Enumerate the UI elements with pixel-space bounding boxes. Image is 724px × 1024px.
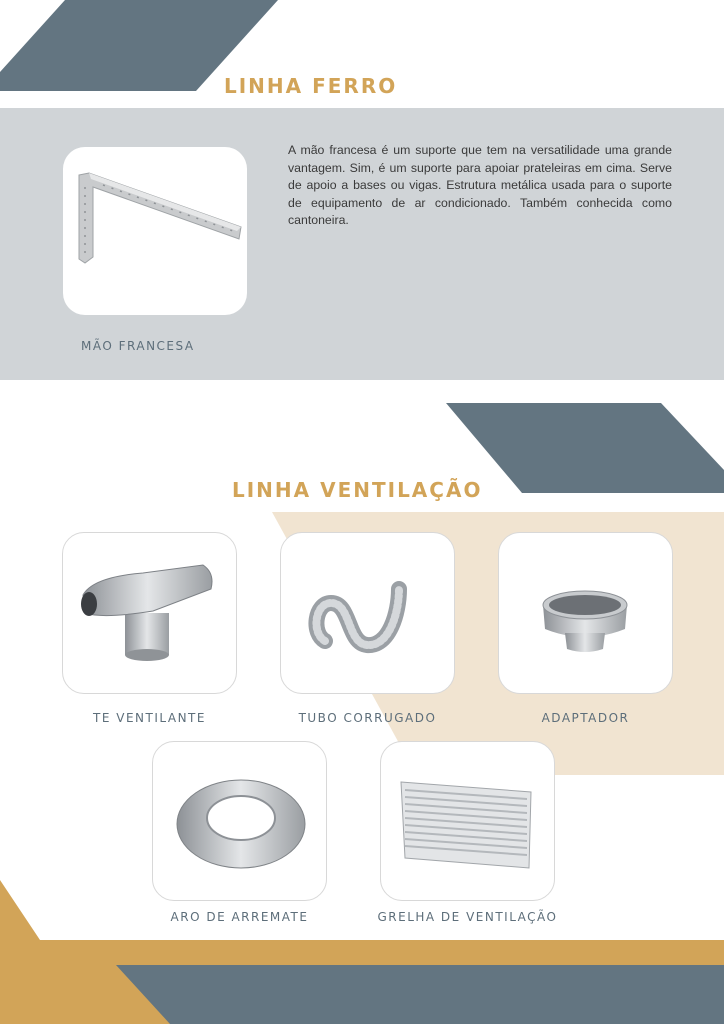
product-label: ADAPTADOR <box>541 711 630 725</box>
product-label: ARO DE ARREMATE <box>170 910 309 924</box>
product-card-adaptador[interactable] <box>498 532 673 694</box>
product-card-aro-de-arremate[interactable] <box>152 741 327 901</box>
product-card-te-ventilante[interactable] <box>62 532 237 694</box>
product-label: TE VENTILANTE <box>93 711 206 725</box>
tee-vent-cap-icon <box>63 533 238 695</box>
ventilation-grille-icon <box>381 742 556 902</box>
product-card-tubo-corrugado[interactable] <box>280 532 455 694</box>
section-title-ferro: LINHA FERRO <box>224 74 398 98</box>
product-description: A mão francesa é um suporte que tem na versatilidade uma grande vantagem. Sim, é um suporte para apoiar prateleiras em cima. Serve de apoio a bases ou vigas. Estrutura metálica usada para o suporte de equipamento de ar condicionado. Também conhecida como cantoneira. <box>288 143 672 228</box>
product-label: GRELHA DE VENTILAÇÃO <box>377 910 558 924</box>
trim-ring-icon <box>153 742 328 902</box>
duct-adapter-icon <box>499 533 674 695</box>
product-label: MÃO FRANCESA <box>81 339 195 353</box>
product-card-mao-francesa[interactable] <box>63 147 247 315</box>
angle-bracket-icon <box>63 147 247 315</box>
corrugated-tube-icon <box>281 533 456 695</box>
mid-slate-stripe <box>446 403 724 493</box>
bottom-slate-band <box>116 965 724 1024</box>
product-label: TUBO CORRUGADO <box>298 711 437 725</box>
product-card-grelha-de-ventilacao[interactable] <box>380 741 555 901</box>
section-title-ventilacao: LINHA VENTILAÇÃO <box>232 478 483 502</box>
